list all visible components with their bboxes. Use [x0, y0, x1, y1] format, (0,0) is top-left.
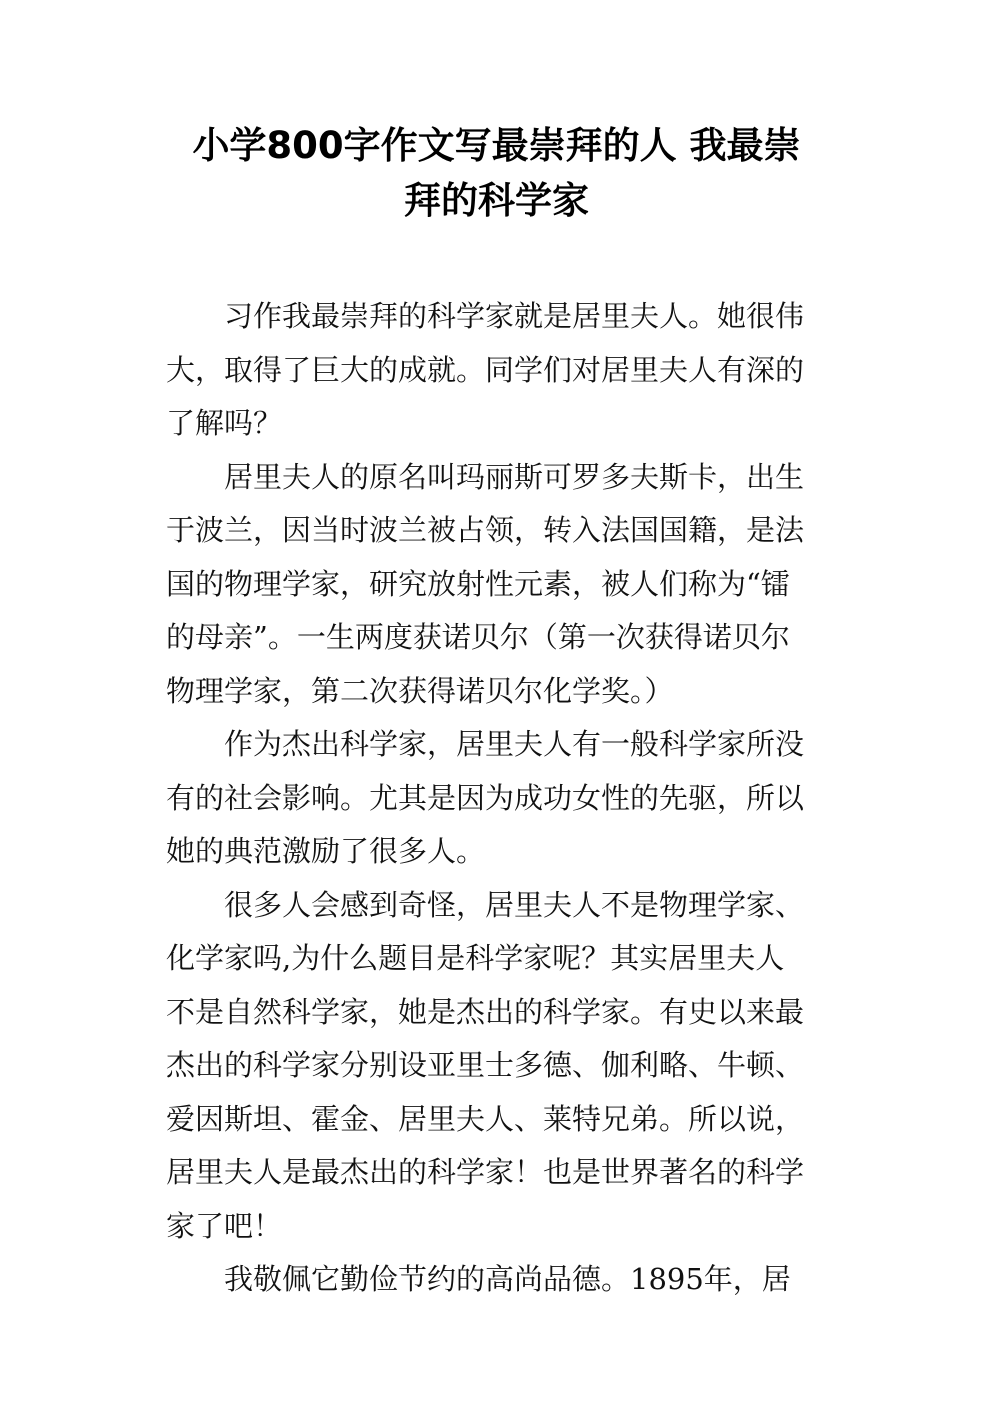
paragraph-5 [166, 1253, 831, 1307]
paragraph-line: 大，取得了巨大的成就。同学们对居里夫人有深的 [166, 352, 805, 387]
paragraph-line: 很多人会感到奇怪，居里夫人不是物理学家、 [224, 887, 805, 922]
title-line-2: 拜的科学家 [404, 179, 589, 222]
paragraph-line: 作为杰出科学家，居里夫人有一般科学家所没 [224, 727, 805, 761]
paragraph-line: 我敬佩它勤俭节约的高尚品德。1895年，居 [224, 1262, 791, 1296]
paragraph-line: 她的典范激励了很多人。 [166, 834, 486, 868]
paragraph-line: 有的社会影响。尤其是因为成功女性的先驱，所以 [166, 780, 805, 815]
document-title [150, 118, 843, 228]
paragraph-line: 于波兰，因当时波兰被占领，转入法国国籍，是法 [166, 513, 805, 547]
paragraph-line: 化学家吗,为什么题目是科学家呢？其实居里夫人 [166, 941, 785, 975]
paragraph-line: 不是自然科学家，她是杰出的科学家。有史以来最 [166, 994, 805, 1029]
paragraph-line: 杰出的科学家分别设亚里士多德、伽利略、牛顿、 [166, 1048, 805, 1082]
paragraph-4 [166, 879, 831, 1254]
paragraph-2 [166, 451, 831, 719]
paragraph-line: 习作我最崇拜的科学家就是居里夫人。她很伟 [224, 299, 805, 333]
paragraph-line: 物理学家，第二次获得诺贝尔化学奖。） [166, 673, 674, 708]
paragraph-3 [166, 718, 831, 879]
paragraph-line: 爱因斯坦、霍金、居里夫人、莱特兄弟。所以说， [166, 1101, 805, 1136]
title-line-1: 小学800字作文写最崇拜的人 我最崇 [192, 124, 801, 167]
paragraph-line: 居里夫人的原名叫玛丽斯可罗多夫斯卡，出生 [224, 459, 805, 494]
paragraph-line: 了解吗？ [166, 406, 283, 440]
paragraph-line: 国的物理学家，研究放射性元素，被人们称为“镭 [166, 566, 790, 601]
document-body [166, 290, 831, 1307]
paragraph-line: 的母亲”。一生两度获诺贝尔（第一次获得诺贝尔 [166, 620, 790, 654]
paragraph-line: 居里夫人是最杰出的科学家！也是世界著名的科学 [166, 1155, 805, 1189]
paragraph-line: 家了吧！ [166, 1208, 283, 1243]
paragraph-1 [166, 290, 831, 451]
